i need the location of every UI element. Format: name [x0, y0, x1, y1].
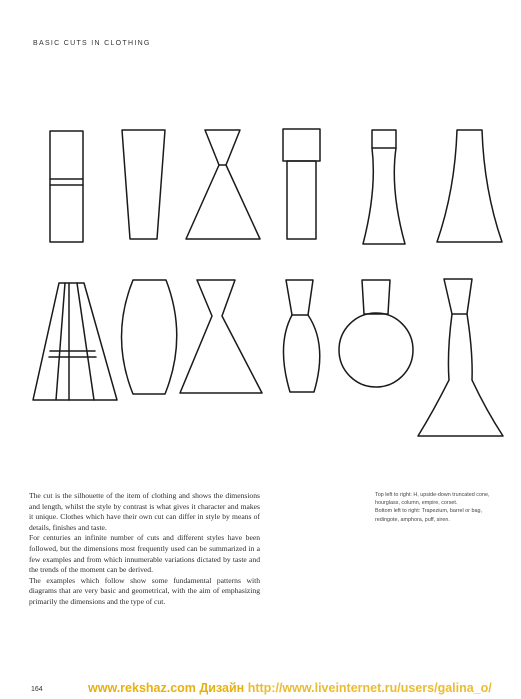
cut-corset [437, 130, 502, 242]
cut-column [283, 129, 320, 239]
caption-top-row: Top left to right: H, upside-down truncated cone, hourglass, column, empire, corset. [375, 492, 490, 507]
body-text [29, 491, 260, 608]
cut-h-rectangle [50, 131, 83, 242]
watermark-site: www.rekshaz.com [88, 681, 196, 695]
watermark-text: Дизайн [199, 681, 245, 695]
cut-puff [339, 280, 413, 387]
cut-upside-down-truncated-cone [122, 130, 165, 239]
figure-caption [375, 491, 490, 524]
watermark-url: http://www.liveinternet.ru/users/galina_o/ [247, 681, 492, 695]
caption-bottom-row: Bottom left to right: Trapezium, barrel or bag, redingote, amphora, puff, siren. [375, 508, 482, 523]
body-paragraph: The cut is the silhouette of the item of clothing and shows the dimensions and length, whilst the style by contrast is what gives it character and makes it unique. Clothes which have their own cut can differ in style by means of details, finishes and taste. [29, 491, 260, 532]
cut-barrel-or-bag [122, 280, 177, 394]
body-paragraph: For centuries an infinite number of cuts and different styles have been followed, but the dimensions most frequently used can be summarized in a few examples and from which innumerable variations dictated by taste and the trends of the moment can be derived. [29, 533, 260, 575]
cut-hourglass [186, 130, 260, 239]
cut-trapezium [33, 283, 117, 400]
body-paragraph: The examples which follow show some fundamental patterns with diagrams that are very basic and geometrical, with the aim of emphasizing primarily the dimensions and the type of cut. [29, 575, 260, 606]
running-head: BASIC CUTS IN CLOTHING [33, 40, 151, 47]
cut-redingote [180, 280, 262, 393]
watermark [88, 681, 492, 695]
cut-amphora [283, 280, 319, 392]
cut-empire [363, 130, 405, 244]
cut-siren [418, 279, 503, 436]
page-number: 164 [31, 686, 43, 693]
